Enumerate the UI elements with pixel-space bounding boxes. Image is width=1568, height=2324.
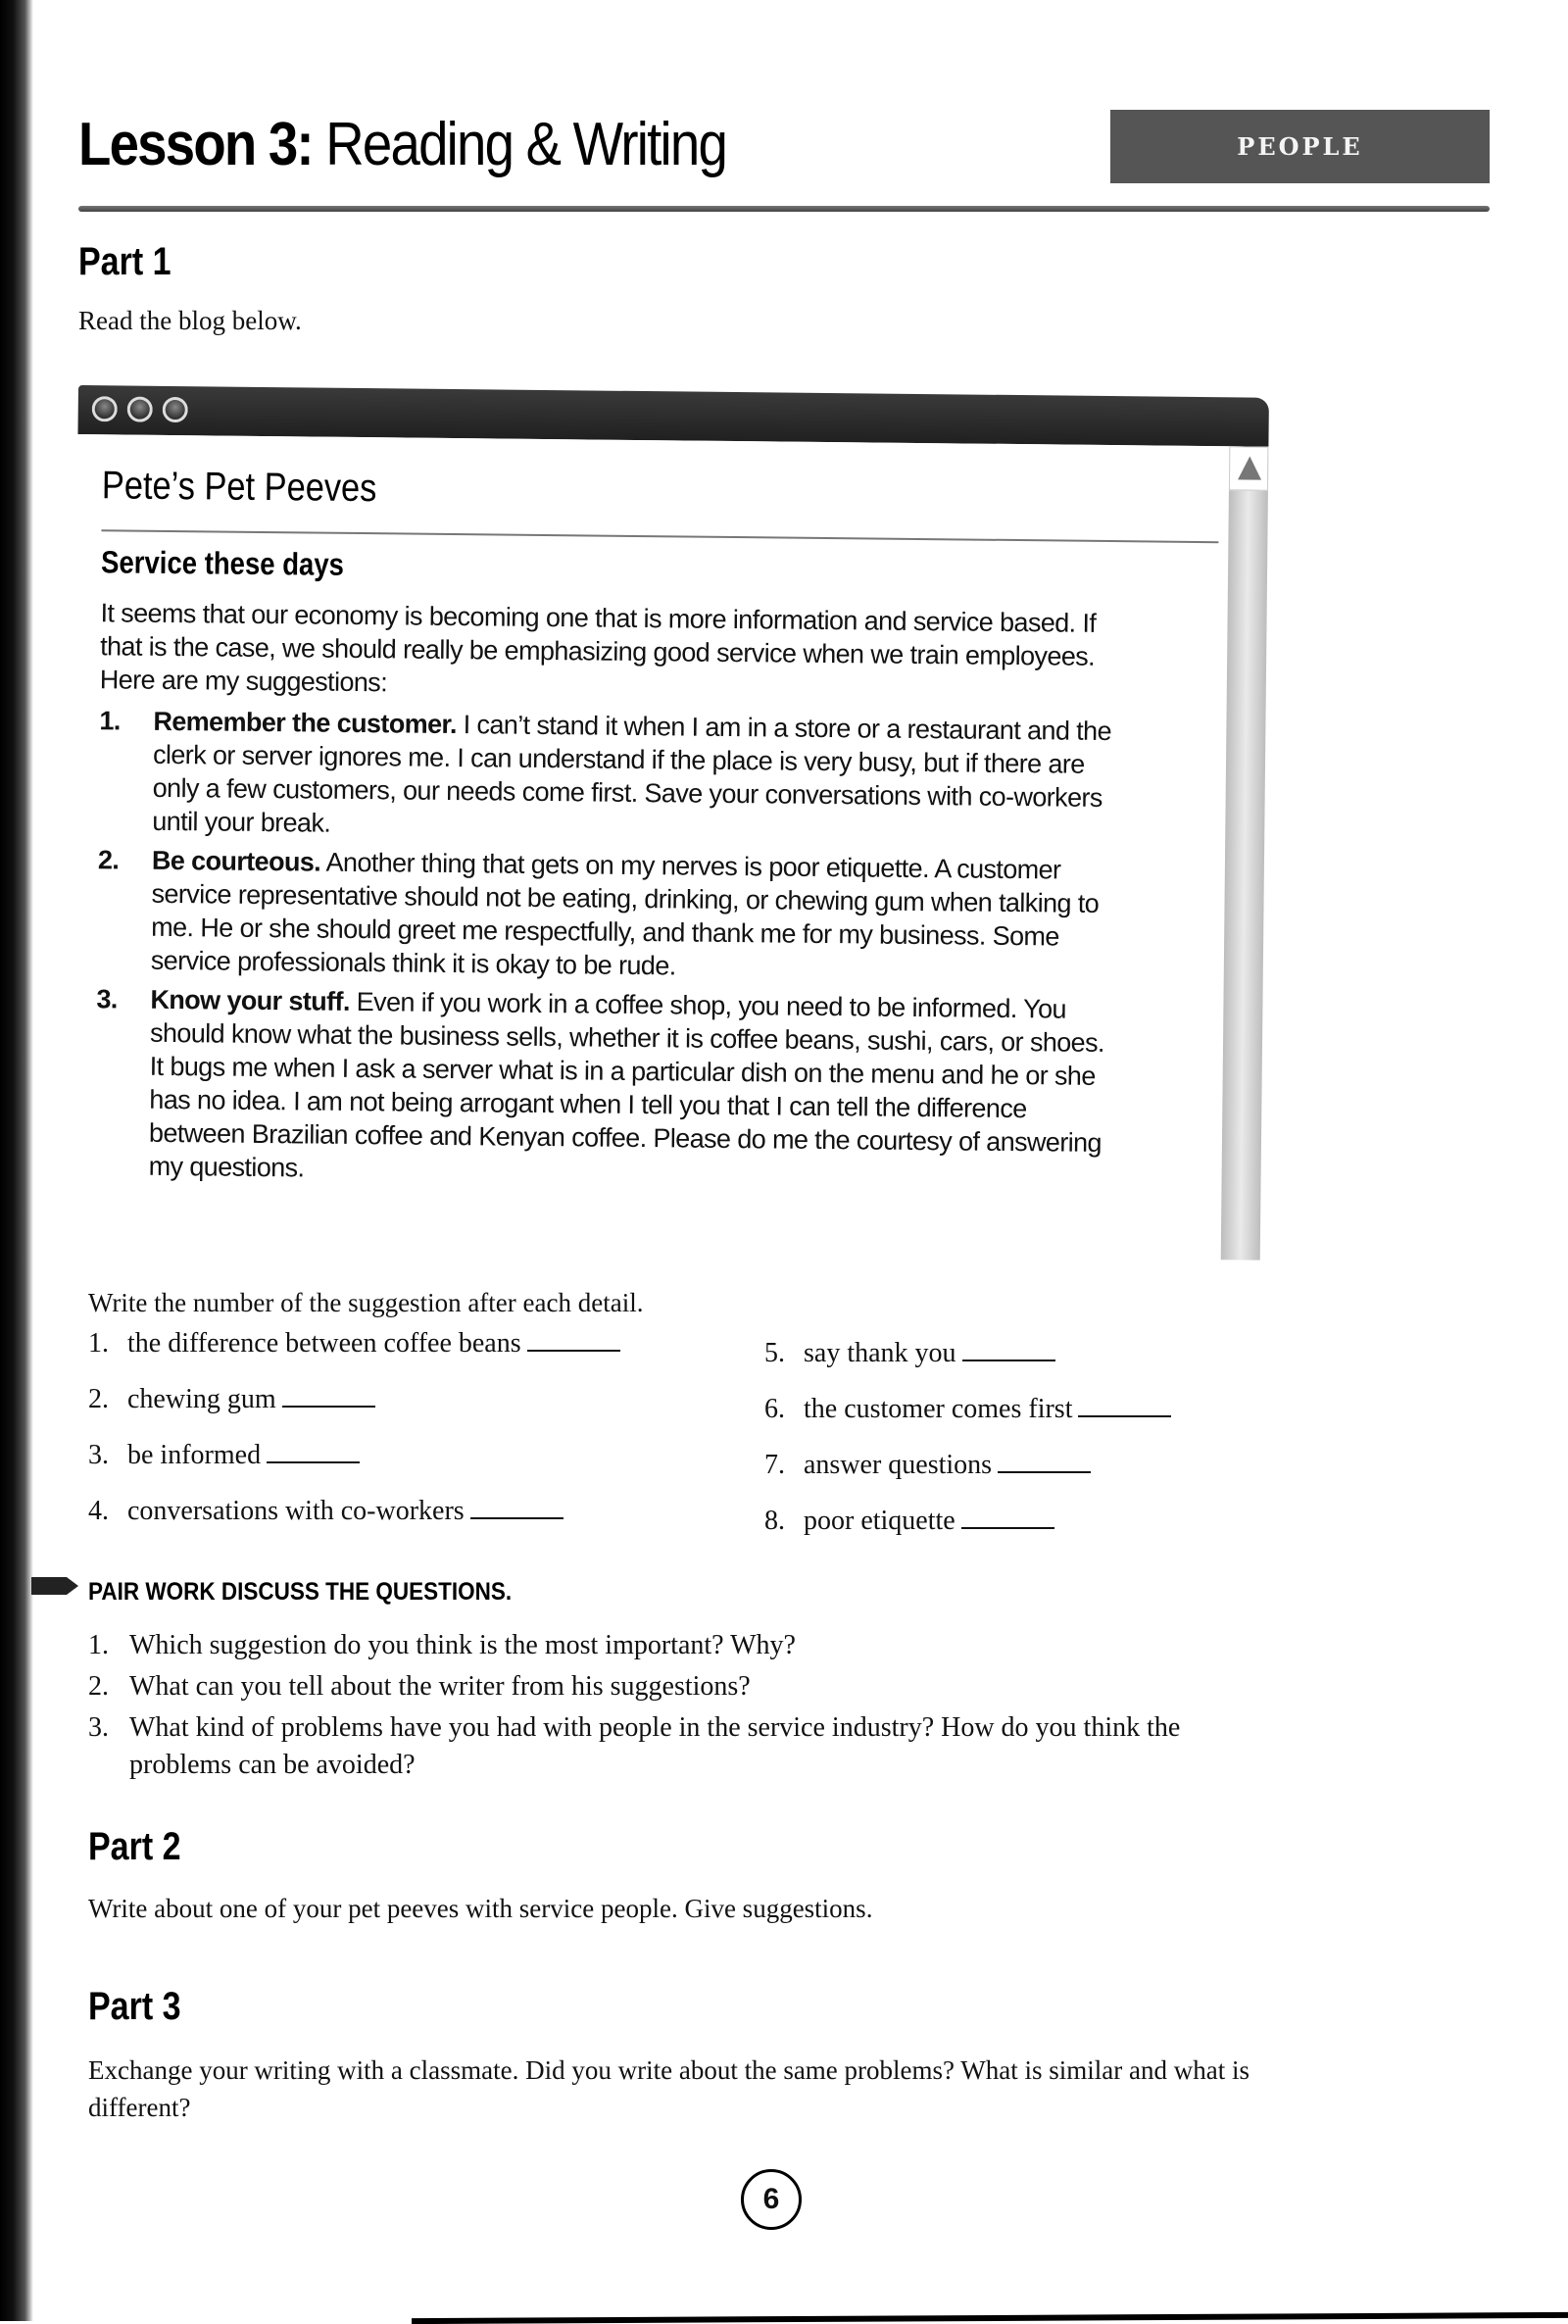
exercise-item (764, 1338, 1171, 1394)
suggestion-title: Remember the customer. (153, 706, 457, 740)
blog-content (70, 434, 1230, 1260)
header-divider (78, 206, 1490, 212)
scroll-up-arrow-icon[interactable] (1229, 446, 1268, 490)
item-number: 4. (88, 1496, 109, 1526)
blog-intro: It seems that our economy is becoming one that is more information and service based. If that is the case, we should really be emphasizing good service when we train employees. Here are my suggestions: (99, 598, 1097, 698)
item-number: 5. (764, 1338, 785, 1368)
item-number: 3. (88, 1440, 109, 1470)
answer-blank[interactable] (962, 1359, 1055, 1361)
question-number: 3. (88, 1712, 109, 1743)
item-number: 2. (88, 1384, 109, 1414)
answer-blank[interactable] (1078, 1414, 1171, 1417)
item-text: say thank you (804, 1338, 956, 1368)
question-item (88, 1709, 1343, 1784)
page-number: 6 (741, 2169, 802, 2230)
zoom-button[interactable] (163, 397, 188, 422)
pair-work-icon (29, 1573, 80, 1599)
exercise-item (764, 1394, 1171, 1450)
blog-post-title: Service these days (100, 544, 345, 582)
lesson-label: Lesson 3: (78, 111, 313, 178)
exercise-item (88, 1496, 620, 1552)
suggestion-title: Know your stuff. (150, 984, 350, 1016)
answer-blank[interactable] (998, 1470, 1091, 1473)
suggestion-text: Another thing that gets on my nerves is poor etiquette. A customer service representative should not be eating, drinking, or chewing gum when talking to me. He or she should greet me respectfully, and thank me for my business. Some service professionals think it is okay to be rude. (150, 847, 1100, 981)
answer-blank[interactable] (527, 1349, 620, 1352)
pair-work-heading: PAIR WORK DISCUSS THE QUESTIONS. (88, 1578, 513, 1606)
question-number: 1. (88, 1630, 109, 1660)
item-text: chewing gum (127, 1384, 276, 1414)
part1-heading: Part 1 (78, 240, 172, 283)
exercise-left-column (88, 1328, 620, 1552)
unit-badge: PEOPLE (1110, 110, 1490, 183)
suggestion-number: 2. (97, 845, 120, 875)
exercise-item (764, 1450, 1171, 1506)
question-number: 2. (88, 1671, 109, 1702)
exercise-item (764, 1506, 1171, 1561)
answer-blank[interactable] (282, 1405, 375, 1408)
item-text: the customer comes first (804, 1394, 1073, 1424)
answer-blank[interactable] (267, 1460, 360, 1463)
exercise-instruction: Write the number of the suggestion after each detail. (88, 1288, 644, 1317)
item-number: 7. (764, 1450, 785, 1480)
part3-instruction: Exchange your writing with a classmate. Did you write about the same problems? What is similar and what is different? (88, 2055, 1250, 2122)
page-edge (412, 2312, 1568, 2324)
suggestion-item (97, 843, 1117, 987)
answer-blank[interactable] (961, 1526, 1054, 1529)
exercise-item (88, 1440, 620, 1496)
item-text: poor etiquette (804, 1506, 956, 1536)
item-text: the difference between coffee beans (127, 1328, 521, 1359)
blog-title-divider (101, 529, 1218, 543)
suggestion-text: I can’t stand it when I am in a store or a restaurant and the clerk or server ignores me. I can understand if the place is very busy, but if there are only a few customers, our needs come first. Save your conversations with co-workers until your break. (152, 710, 1112, 838)
item-number: 6. (764, 1394, 785, 1424)
item-number: 8. (764, 1506, 785, 1536)
lesson-header (78, 98, 1490, 216)
question-text: What can you tell about the writer from his suggestions? (129, 1671, 751, 1702)
item-text: be informed (127, 1440, 262, 1470)
exercise-right-column (764, 1338, 1171, 1561)
blog-window (70, 385, 1269, 1261)
part2-instruction: Write about one of your pet peeves with service people. Give suggestions. (88, 1894, 873, 1923)
question-item (88, 1627, 1343, 1664)
matching-exercise (88, 1284, 1264, 1558)
suggestion-title: Be courteous. (151, 845, 321, 877)
exercise-item (88, 1328, 620, 1384)
exercise-item (88, 1384, 620, 1440)
blog-title: Pete’s Pet Peeves (101, 464, 377, 511)
book-spine-shadow (0, 0, 33, 2321)
item-text: answer questions (804, 1450, 993, 1480)
part2-heading: Part 2 (88, 1825, 181, 1868)
blog-post-body (94, 596, 1119, 1199)
question-text: What kind of problems have you had with people in the service industry? How do you think the problems can be avoided? (129, 1712, 1181, 1780)
answer-blank[interactable] (470, 1516, 564, 1519)
lesson-title (78, 110, 726, 179)
suggestion-text: Even if you work in a coffee shop, you need to be informed. You should know what the business sells, whether it is coffee beans, sushi, cars, or shoes. It bugs me when I ask a server what is in a particular dish on the menu and he or she has no idea. I am not being arrogant when I tell you that I can tell the difference between Brazilian coffee and Kenyan coffee. Please do me the courtesy of answering my questions. (148, 987, 1105, 1183)
item-text: conversations with co-workers (127, 1496, 465, 1526)
minimize-button[interactable] (127, 397, 153, 422)
suggestion-item (98, 704, 1118, 848)
question-item (88, 1668, 1343, 1706)
item-number: 1. (88, 1328, 109, 1359)
suggestion-number: 3. (96, 984, 118, 1014)
lesson-subject: Reading & Writing (325, 111, 727, 178)
part3-heading: Part 3 (88, 1985, 181, 2028)
close-button[interactable] (92, 396, 118, 421)
vertical-scrollbar[interactable] (1221, 446, 1269, 1260)
suggestion-item (94, 982, 1115, 1193)
suggestion-number: 1. (99, 706, 121, 736)
question-text: Which suggestion do you think is the most important? Why? (129, 1630, 796, 1660)
part1-instruction: Read the blog below. (78, 306, 302, 335)
discussion-questions (88, 1627, 1343, 1788)
